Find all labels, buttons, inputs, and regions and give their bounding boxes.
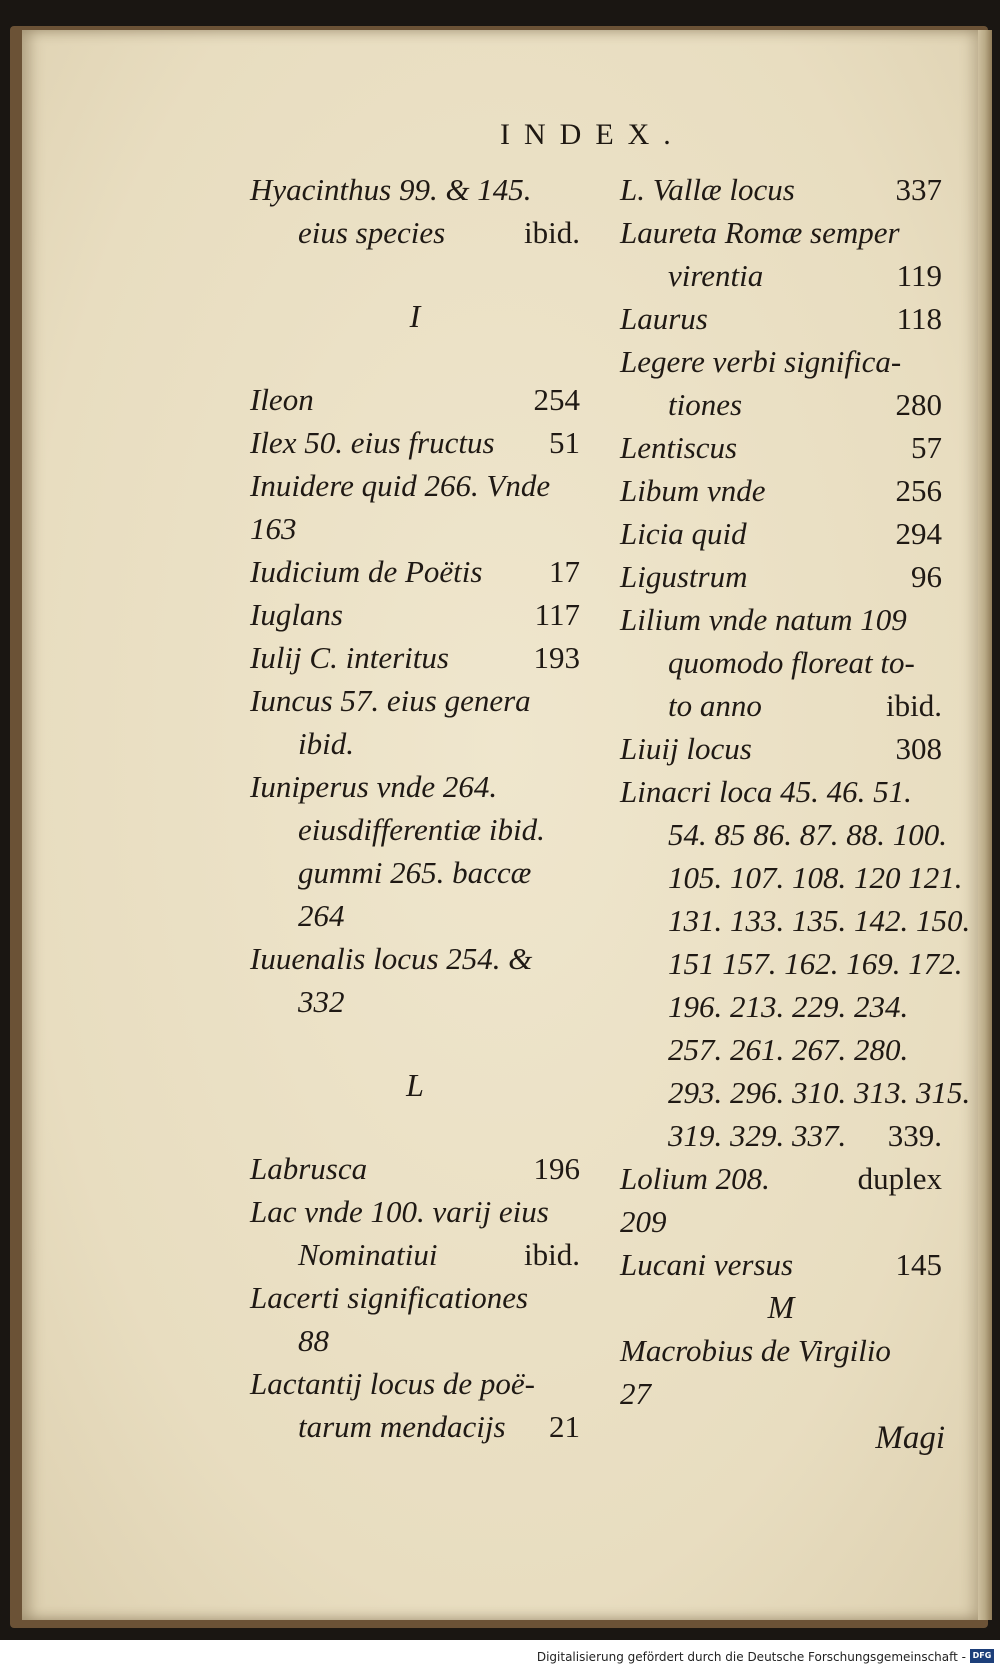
page-reference: 308	[895, 731, 942, 766]
index-entry	[620, 598, 942, 727]
index-line	[250, 1362, 580, 1405]
entry-text: Laureta Romæ semper	[620, 215, 900, 250]
index-line	[620, 856, 963, 899]
index-entry	[250, 679, 580, 765]
entry-text: Ileon	[250, 382, 314, 417]
index-line	[250, 1319, 580, 1362]
index-line	[620, 684, 942, 727]
index-line	[250, 937, 580, 980]
index-line	[250, 1147, 580, 1190]
index-line	[250, 1405, 580, 1448]
index-line	[620, 942, 963, 985]
page-reference: 337	[895, 172, 942, 207]
index-line	[250, 894, 580, 937]
entry-text: Iuniperus vnde 264.	[250, 769, 498, 804]
entry-text: Liuij locus	[620, 731, 752, 766]
index-entry	[250, 1147, 580, 1190]
entry-text: 88	[298, 1323, 329, 1358]
index-line	[620, 1028, 942, 1071]
catchword: Magi	[875, 1420, 945, 1456]
entry-text: Iuuenalis locus 254. &	[250, 941, 533, 976]
index-line	[620, 1243, 942, 1286]
entry-text: Iuncus 57. eius genera	[250, 683, 531, 718]
entry-text: Labrusca	[250, 1151, 368, 1186]
page-reference: 294	[895, 516, 942, 551]
index-line	[620, 985, 942, 1028]
page-reference: 57	[911, 430, 942, 465]
page-reference: 17	[549, 554, 580, 589]
index-line	[620, 469, 942, 512]
entry-text: quomodo floreat to-	[668, 645, 915, 680]
page-reference: 254	[533, 382, 580, 417]
index-entry	[620, 340, 942, 426]
index-line	[250, 808, 580, 851]
index-line	[250, 211, 580, 254]
entry-text: Inuidere quid 266. Vnde	[250, 468, 551, 503]
entry-text: virentia	[668, 258, 764, 293]
index-entry	[250, 1276, 580, 1362]
entry-text: ibid.	[298, 726, 354, 761]
page-reference: 21	[549, 1409, 580, 1444]
index-line	[620, 254, 942, 297]
entry-text: Lacerti significationes	[250, 1280, 529, 1315]
entry-text: Libum vnde	[620, 473, 766, 508]
page-reference: 118	[896, 301, 942, 336]
footer-credit: Digitalisierung gefördert durch die Deutsche Forschungsgemeinschaft -	[536, 1650, 966, 1664]
index-line	[620, 770, 942, 813]
index-line	[620, 813, 947, 856]
page-reference: 339.	[887, 1118, 942, 1153]
index-entry	[250, 937, 580, 1023]
section-letter: I	[409, 298, 421, 334]
page-reference: 196	[533, 1151, 580, 1186]
entry-text: 196. 213. 229. 234.	[668, 989, 909, 1024]
page-reference: 119	[896, 258, 942, 293]
index-line	[620, 211, 942, 254]
entry-text: 319. 329. 337.	[668, 1118, 847, 1153]
entry-text: Iulij C. interitus	[250, 640, 449, 675]
index-line	[620, 340, 942, 383]
index-line	[250, 550, 580, 593]
entry-text: 163	[250, 511, 297, 546]
index-entry	[620, 555, 942, 598]
index-line	[250, 464, 580, 507]
entry-text: eiusdifferentiæ ibid.	[298, 812, 545, 847]
page-reference: duplex	[857, 1161, 942, 1196]
entry-text: 264	[298, 898, 345, 933]
entry-text: eius species	[298, 215, 446, 250]
entry-text: Iuglans	[250, 597, 343, 632]
page-reference: 96	[911, 559, 942, 594]
index-line	[620, 426, 942, 469]
index-entry	[620, 727, 942, 770]
index-entry	[250, 464, 580, 550]
index-column-right	[620, 168, 971, 1415]
index-entry	[250, 168, 580, 254]
index-line	[250, 378, 580, 421]
index-line	[620, 297, 942, 340]
entry-text: tiones	[668, 387, 743, 422]
page-reference: 193	[533, 640, 580, 675]
index-line	[620, 1329, 942, 1372]
index-line	[620, 555, 942, 598]
entry-text: Lilium vnde natum 109	[620, 602, 907, 637]
index-line	[620, 1157, 942, 1200]
index-line	[250, 679, 580, 722]
index-entry	[250, 1362, 580, 1448]
section-letter: M	[767, 1289, 795, 1325]
index-line	[250, 1276, 580, 1319]
page-reference: 145	[895, 1247, 942, 1282]
index-entry	[620, 1157, 942, 1243]
entry-text: Ilex 50. eius fructus	[250, 425, 495, 460]
entry-text: to anno	[668, 688, 762, 723]
index-entry	[250, 378, 580, 421]
index-entry	[620, 297, 942, 340]
index-entry	[620, 1329, 942, 1415]
entry-text: 151 157. 162. 169. 172.	[668, 946, 963, 981]
index-entry	[250, 421, 580, 464]
index-entry	[620, 426, 942, 469]
page-edge	[978, 30, 992, 1620]
index-line	[250, 851, 580, 894]
index-line	[620, 598, 942, 641]
index-line	[620, 899, 971, 942]
entry-text: L. Vallæ locus	[620, 172, 795, 207]
index-entry	[620, 512, 942, 555]
index-entry	[620, 1243, 942, 1286]
index-line	[250, 1190, 580, 1233]
entry-text: Lac vnde 100. varij eius	[250, 1194, 549, 1229]
entry-text: Lolium 208.	[620, 1161, 770, 1196]
entry-text: Legere verbi significa-	[620, 344, 902, 379]
index-line	[620, 512, 942, 555]
index-line	[620, 641, 942, 684]
index-line	[620, 727, 942, 770]
index-line	[620, 1071, 971, 1114]
entry-text: 131. 133. 135. 142. 150.	[668, 903, 971, 938]
entry-text: 27	[620, 1376, 651, 1411]
entry-text: 105. 107. 108. 120 121.	[668, 860, 963, 895]
index-line	[250, 765, 580, 808]
index-line	[250, 507, 580, 550]
entry-text: 54. 85 86. 87. 88. 100.	[668, 817, 947, 852]
index-entry	[620, 469, 942, 512]
entry-text: 209	[620, 1204, 667, 1239]
digitization-footer	[0, 1640, 1000, 1673]
index-line	[250, 1233, 580, 1276]
index-entry	[250, 550, 580, 593]
index-line	[250, 722, 580, 765]
page-reference: ibid.	[886, 688, 942, 723]
index-entry	[250, 593, 580, 636]
index-line	[620, 1200, 942, 1243]
entry-text: Iudicium de Poëtis	[250, 554, 483, 589]
page-reference: ibid.	[524, 215, 580, 250]
page-reference: 280	[895, 387, 942, 422]
index-entry	[250, 765, 580, 937]
entry-text: gummi 265. baccæ	[298, 855, 532, 890]
index-entry	[250, 1190, 580, 1276]
page-reference: ibid.	[524, 1237, 580, 1272]
page-header: INDEX.	[500, 118, 685, 151]
index-line	[250, 421, 580, 464]
entry-text: 332	[298, 984, 345, 1019]
index-line	[250, 168, 580, 211]
index-line	[250, 593, 580, 636]
page-reference: 51	[549, 425, 580, 460]
entry-text: 293. 296. 310. 313. 315.	[668, 1075, 971, 1110]
index-line	[620, 168, 942, 211]
index-line	[250, 636, 580, 679]
index-entry	[620, 211, 942, 297]
page-reference: 117	[534, 597, 580, 632]
index-column-left	[250, 168, 580, 1448]
entry-text: Laurus	[620, 301, 708, 336]
index-entry	[620, 770, 971, 1157]
index-line	[620, 1114, 942, 1157]
entry-text: Lentiscus	[620, 430, 738, 465]
section-letter: L	[406, 1067, 424, 1103]
dfg-logo: DFG	[970, 1649, 994, 1663]
entry-text: Macrobius de Virgilio	[620, 1333, 891, 1368]
entry-text: Licia quid	[620, 516, 747, 551]
entry-text: tarum mendacijs	[298, 1409, 506, 1444]
entry-text: Hyacinthus 99. & 145.	[250, 172, 532, 207]
entry-text: Ligustrum	[620, 559, 748, 594]
entry-text: 257. 261. 267. 280.	[668, 1032, 909, 1067]
page-reference: 256	[895, 473, 942, 508]
index-line	[620, 1372, 942, 1415]
entry-text: Linacri loca 45. 46. 51.	[620, 774, 912, 809]
index-line	[250, 980, 580, 1023]
entry-text: Nominatiui	[298, 1237, 438, 1272]
index-entry	[250, 636, 580, 679]
entry-text: Lactantij locus de poë-	[250, 1366, 535, 1401]
entry-text: Lucani versus	[620, 1247, 794, 1282]
index-entry	[620, 168, 942, 211]
index-line	[620, 383, 942, 426]
